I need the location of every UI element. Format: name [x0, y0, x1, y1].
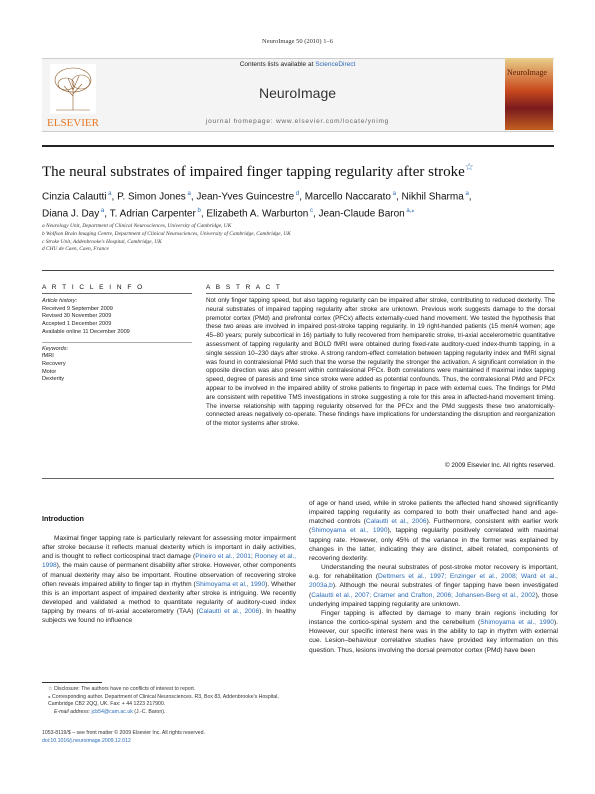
journal-homepage[interactable]: journal homepage: www.elsevier.com/locate/ynimg [205, 118, 390, 125]
citation-link[interactable]: Calautti et al., 2006 [198, 608, 260, 616]
paragraph-text: ). Whether this is an important aspect of impaired dexterity after stroke is intriguing. We recently developed and validated a method to quantitate regularity of auditory-cued index tapping by means of tri-axial accelerometry (TAA) ( [42, 580, 296, 616]
body-column-left [42, 534, 296, 626]
citation-link[interactable]: Dettmers et al., 1997; Enzinger et al., 2008; Ward et al., 2003a,b [309, 573, 559, 590]
header-rule [42, 145, 554, 147]
article-info-rule [42, 293, 192, 294]
article-info-body [42, 298, 192, 384]
author-affiliation-mark[interactable]: a [106, 191, 112, 197]
affiliation-rule [42, 270, 554, 271]
paragraph-text: ). However, our specific interest here was in the ability to tap in rhythm with external cue. Lesion–behaviour correlative studies have provided key information on this question. Thus, lesions involving the dorsal premotor cortex (PMd) have been [309, 619, 558, 654]
citation-link[interactable]: Calautti et al., 2006 [365, 518, 427, 526]
issn-line: 1053-8119/$ – see front matter © 2009 Elsevier Inc. All rights reserved. [42, 730, 205, 736]
citation-link[interactable]: Shimoyama et al., 1990 [480, 619, 554, 627]
title-footnote-mark[interactable]: ☆ [464, 162, 474, 173]
history-accepted: Accepted 1 December 2009 [42, 321, 112, 328]
author-name[interactable]: Jean-Claude Baron [318, 208, 405, 220]
email-line [42, 709, 296, 717]
paragraph-text: ). In healthy subjects we found no influence [42, 608, 296, 625]
history-received: Received 9 September 2009 [42, 305, 113, 312]
author-name[interactable]: Jean-Yves Guincestre [196, 191, 295, 203]
title-text: The neural substrates of impaired finger tapping regularity after stroke [42, 164, 465, 180]
journal-reference: NeuroImage 50 (2010) 1–6 [262, 38, 333, 45]
abstract-rule [206, 293, 555, 294]
author-affiliation-mark[interactable]: d [294, 191, 300, 197]
corresponding-footnote: ⁎ Corresponding author. Department of Clinical Neurosciences. R3, Box 83, Addenbrooke's Hospital, Cambridge CB2 2QQ, UK. Fax: + 44 1223 217900. [48, 693, 279, 707]
author-name[interactable]: Nikhil Sharma [401, 191, 464, 203]
author-name[interactable]: T. Adrian Carpenter [109, 208, 196, 220]
author-affiliation-mark[interactable]: c [308, 208, 313, 215]
author-name[interactable]: Elizabeth A. Warburton [206, 208, 309, 220]
issn-block [42, 730, 296, 745]
author-line-1: Cinzia Calautti $^a$, P. Simon Jones $^a$, Jean-Yves Guincestre $^d$, Marcello Naccarato $^a$, Nikhil Sharma $^a$, [42, 191, 472, 203]
introduction-heading: Introduction [42, 514, 84, 523]
keyword: Dexterity [42, 376, 65, 383]
affiliations [42, 223, 554, 254]
body-column-right [309, 499, 558, 655]
affiliation-a: a Neurology Unit, Department of Clinical Neurosciences, University of Cambridge, UK [42, 223, 232, 229]
citation-link[interactable]: Shimoyama et al., 1990 [195, 580, 266, 588]
keywords-label: Keywords: [42, 345, 69, 352]
journal-name: NeuroImage [258, 85, 337, 101]
author-affiliation-mark[interactable]: a [390, 191, 396, 197]
paragraph-text: ), those underlying impaired tapping regularity are unknown. [309, 591, 558, 608]
keyword: Recovery [42, 360, 66, 367]
keyword: fMRI [42, 353, 54, 360]
paragraph-text: ), tapping regularity positively correlated with maximal tapping rate. However, only 45% of the variance in the former was explained by changes in the latter, indicating they are distinct, albeit related, components of recovering dexterity. [309, 527, 559, 562]
abstract-heading: A B S T R A C T [206, 284, 282, 291]
keyword: Motor [42, 368, 57, 375]
paragraph-text: Maximal finger tapping rate is particularly relevant for assessing motor impairment after stroke because it reflects manual dexterity which is important in daily activities, and is thought to reflect corticospinal tract damage ( [42, 535, 296, 561]
paragraph-text: ), the main cause of permanent disability after stroke. However, other components of manual dexterity may also be important. Routine observation of recovering stroke often reveals impaired ability to finger tap in rhythm ( [42, 562, 296, 588]
citation-link[interactable]: Pineiro et al., 2001 [195, 553, 251, 561]
paragraph-text: Understanding the neural substrates of post-stroke motor recovery is important, e.g. for rehabilitation ( [309, 564, 558, 581]
paragraph [309, 609, 558, 655]
abstract-text: Not only finger tapping speed, but also tapping regularity can be impaired after stroke, contributing to reduced dexterity. The neural substrates of impaired tapping regularity after stroke are unknown. Previous work suggests damage to the dorsal premotor cortex (PMd) and prefrontal cortex (PFCx) affects externally-cued hand movement. We tested the hypothesis that these two areas are involved in impaired post-stroke tapping regularity. In 19 right-handed patients (15 men/4 women; age 45–80 years; purely subcortical in 16) partially to fully recovered from hemiparetic stroke, tri-axial accelerometric quantitative assessment of tapping regularity and BOLD fMRI were obtained during fixed-rate auditory-cued index-thumb tapping, in a single session 10–230 days after stroke. A strong random-effect correlation between tapping regularity index and fMRI signal was found in contralesional PMd such that the worse the regularity the stronger the activation. A significant correlation in the opposite direction was also present within contralesional PFCx. Both correlations were maintained if maximal index tapping speed, degree of paresis and time since stroke were added as potential confounds. Thus, the contralesional PMd and PFCx appear to be involved in the impaired ability of stroke patients to fingertap in pace with external cues. The findings for PMd are consistent with repetitive TMS investigations in stroke suggesting a role for this area in affected-hand movement timing. The inverse relationship with tapping regularity observed for the PFCx and the PMd suggests these two anatomically-connected areas negatively co-operate. These findings have implications for understanding the disruption and reorganization of the motor systems after stroke. [206, 297, 555, 428]
history-online: Available online 11 December 2009 [42, 328, 130, 335]
author-affiliation-mark[interactable]: a [99, 208, 105, 215]
paragraph [42, 534, 296, 626]
history-label: Article history: [42, 298, 78, 304]
paragraph [309, 499, 558, 563]
footnote-rule [42, 682, 102, 683]
email-label: E-mail address: [54, 708, 92, 715]
email-link[interactable]: jcb54@cam.ac.uk [91, 708, 133, 715]
author-line-2: Diana J. Day $^a$, T. Adrian Carpenter $^b$, Elizabeth A. Warburton $^c$, Jean-Claude Baron $^{a,⁎}$ [42, 208, 415, 220]
author-list [42, 187, 557, 222]
doi-link[interactable]: doi:10.1016/j.neuroimage.2009.12.012 [42, 737, 131, 744]
affiliation-c: c Stroke Unit, Addenbrooke's Hospital, Cambridge, UK [42, 238, 162, 245]
sciencedirect-link[interactable]: ScienceDirect [315, 61, 356, 68]
history-revised: Revised 30 November 2009 [42, 313, 112, 320]
paragraph-text: ). Furthermore, consistent with earlier work ( [309, 518, 558, 535]
elsevier-wordmark: ELSEVIER [47, 117, 99, 129]
affiliation-d: d CHU de Caen, Caen, France [42, 246, 109, 253]
paragraph-text: ; [250, 553, 255, 561]
email-suffix: (J.-C. Baron). [132, 708, 166, 715]
author-name[interactable]: Cinzia Calautti [42, 191, 107, 203]
author-name[interactable]: P. Simon Jones [117, 191, 186, 203]
citation-link[interactable]: Rooney et al., 1998 [42, 553, 296, 570]
contents-prefix: Contents lists available at [239, 61, 316, 68]
cover-title: NeuroImage [507, 68, 547, 77]
info-divider [42, 342, 192, 343]
paragraph-text: Finger tapping is affected by damage to many brain regions including for instance the cortico-spinal system and the cerebellum ( [309, 609, 558, 627]
paragraph-text: ). Although the neural substrates of finger tapping have been investigated ( [309, 582, 558, 599]
disclosure-footnote: ☆ Disclosure: The authors have no conflicts of interest to report. [48, 686, 196, 692]
article-title [42, 162, 554, 181]
paragraph [309, 563, 558, 609]
author-affiliation-mark[interactable]: a [463, 191, 469, 197]
journal-cover-image [505, 58, 553, 130]
author-affiliation-mark[interactable]: b [195, 208, 201, 215]
paragraph-text: of age or hand used, while in stroke patients the affected hand showed significantly impaired tapping regularity as compared to both their unaffected hand and age-matched controls ( [309, 500, 558, 526]
author-affiliation-mark[interactable]: a,⁎ [404, 208, 415, 215]
citation-link[interactable]: Shimoyama et al., 1990 [311, 527, 388, 535]
author-name[interactable]: Diana J. Day [42, 208, 100, 220]
author-name[interactable]: Marcello Naccarato [304, 191, 391, 203]
footnotes [42, 686, 296, 716]
abstract-bottom-rule [42, 478, 554, 479]
citation-link[interactable]: Calautti et al., 2007; Cramer and Crafton, 2006; Johansen-Berg et al., 2002 [311, 591, 536, 599]
affiliation-b: b Wolfson Brain Imaging Centre, Department of Clinical Neurosciences, University of Cambridge, Cambridge, UK [42, 230, 291, 237]
author-affiliation-mark[interactable]: a [185, 191, 191, 197]
article-info-heading: A R T I C L E I N F O [42, 284, 145, 291]
copyright-notice: © 2009 Elsevier Inc. All rights reserved. [445, 462, 555, 469]
